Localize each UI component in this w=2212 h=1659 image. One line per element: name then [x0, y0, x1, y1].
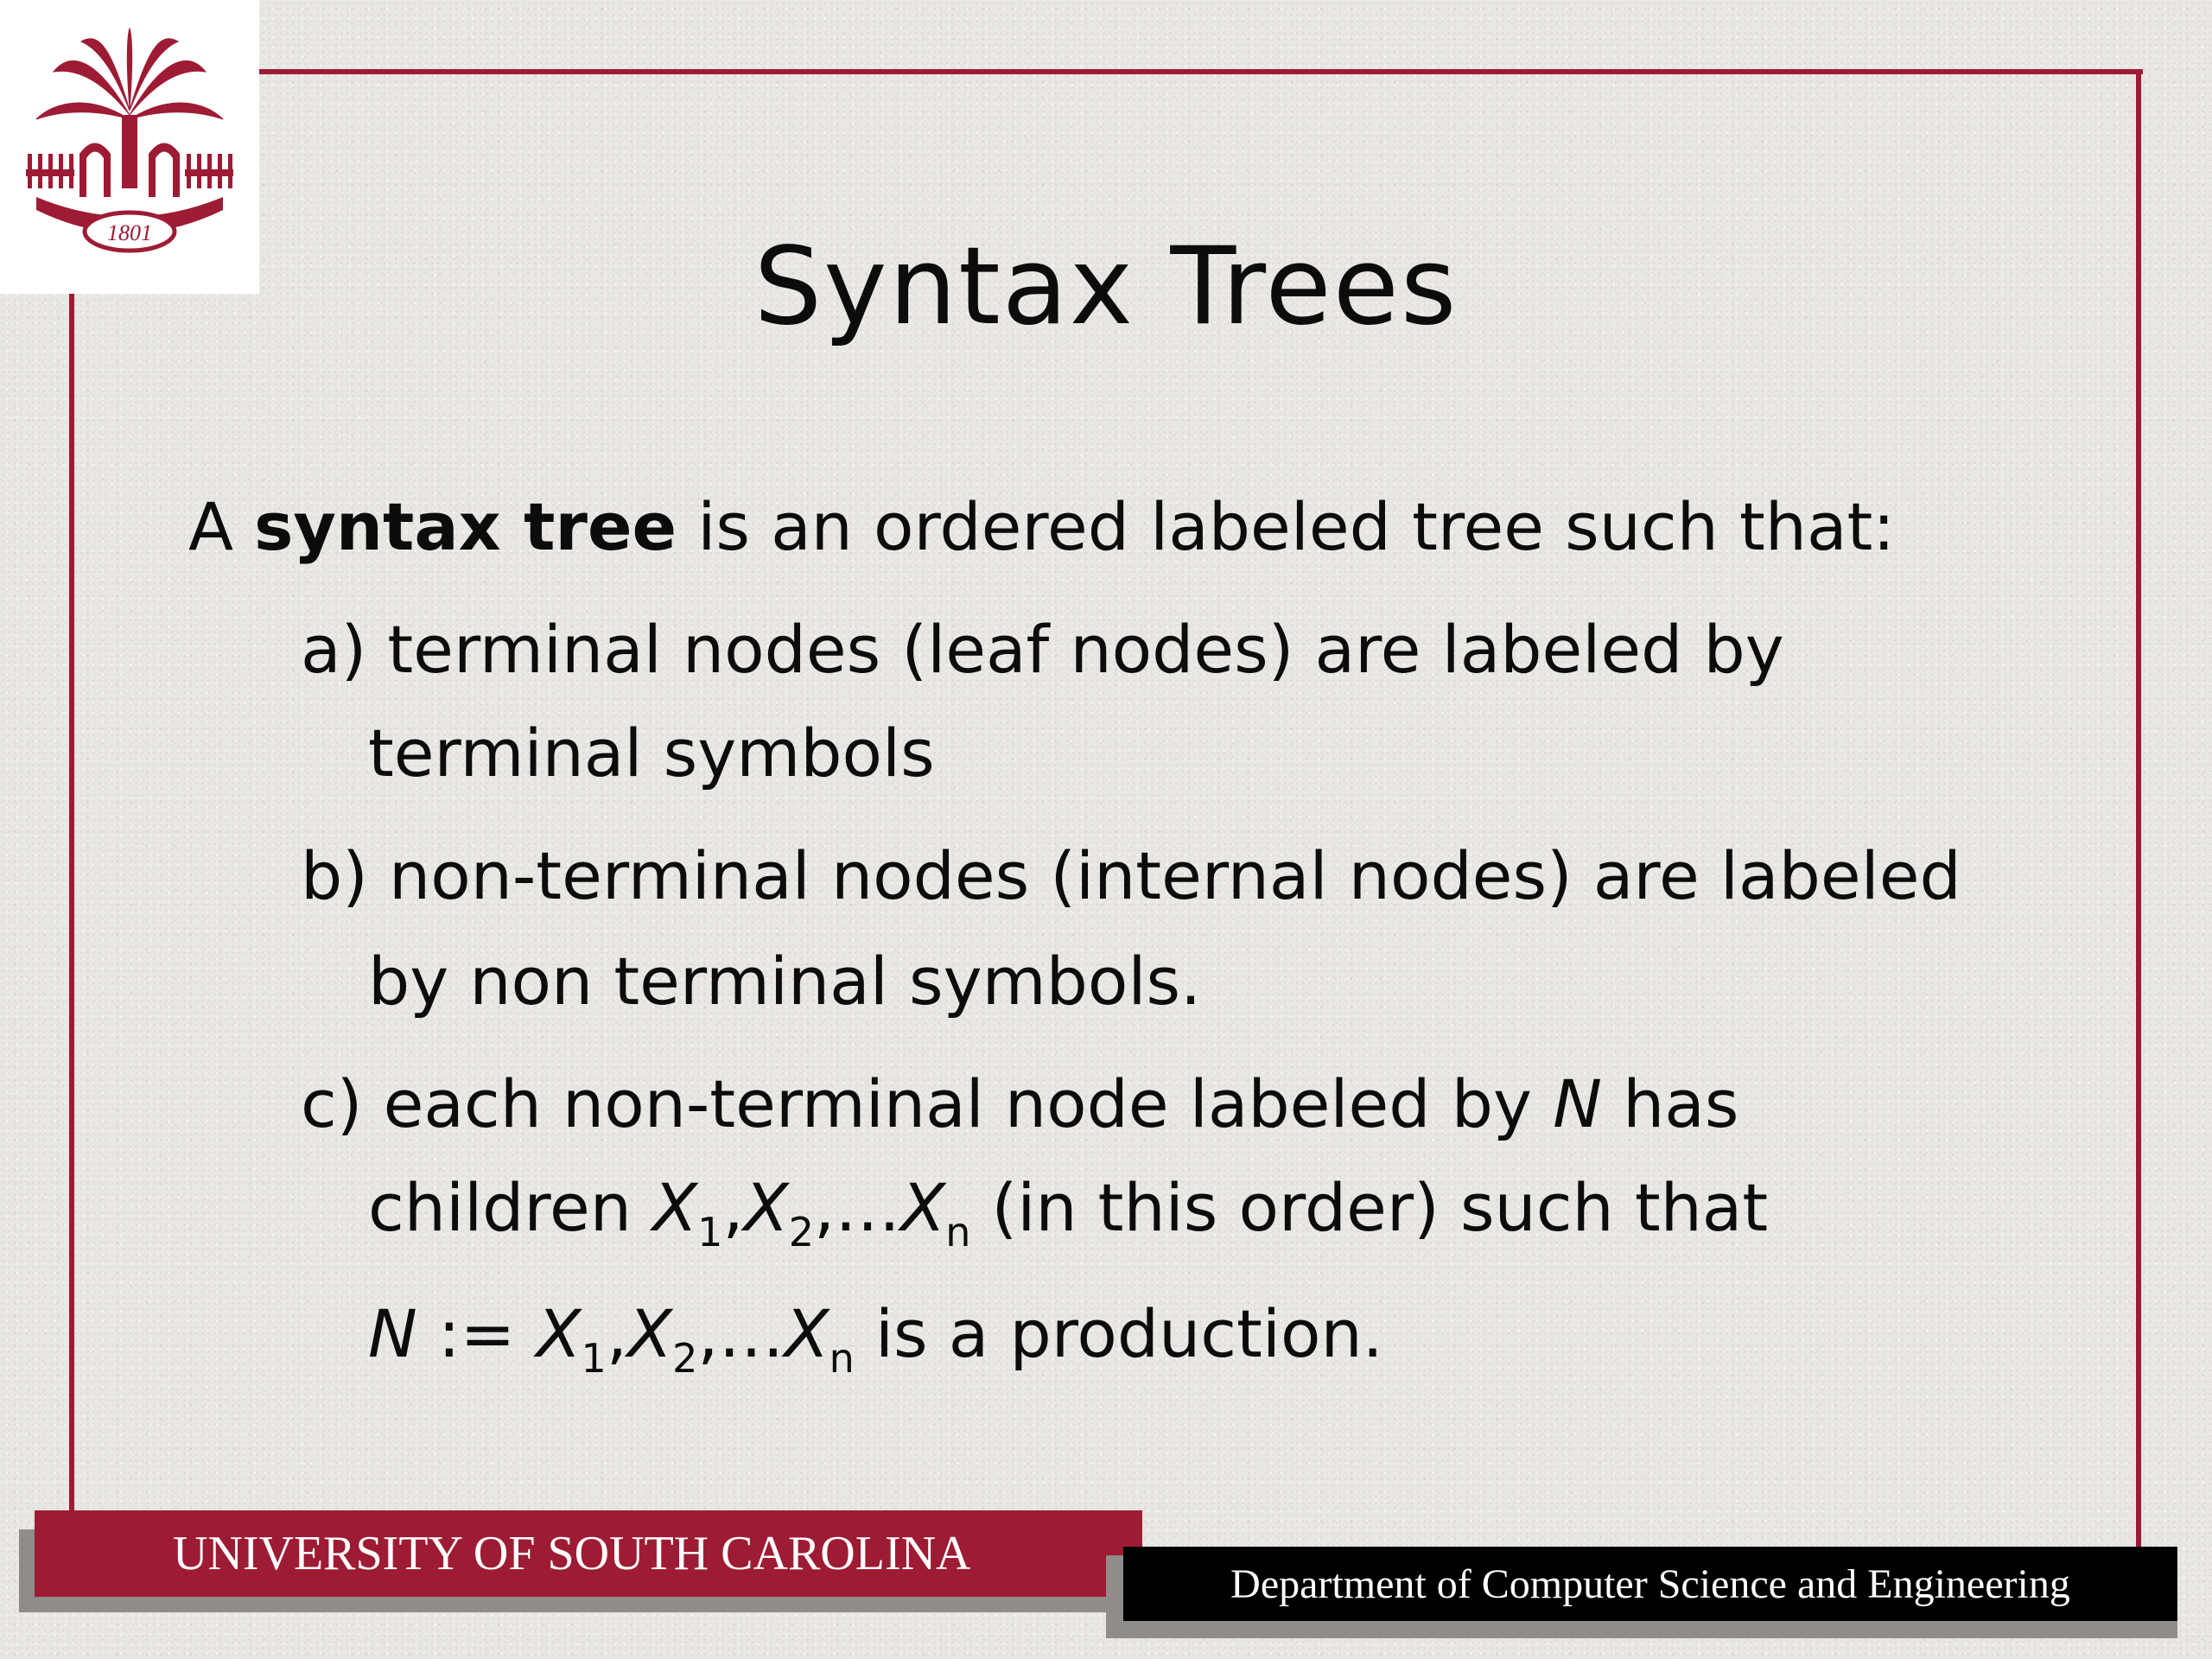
- children-suffix: (in this order) such that: [970, 1169, 1769, 1246]
- university-banner: [35, 1510, 1142, 1597]
- production-suffix: is a production.: [854, 1295, 1383, 1372]
- math-X: X: [743, 1169, 789, 1246]
- math-X: X: [900, 1169, 946, 1246]
- subscript-1: 1: [581, 1335, 607, 1382]
- department-name: Department of Computer Science and Engineering: [1230, 1560, 2070, 1607]
- production-assign: :=: [416, 1295, 537, 1372]
- slide-frame-left: [69, 285, 74, 1529]
- children-prefix: children: [368, 1169, 653, 1246]
- math-ellipsis: ,…: [813, 1169, 901, 1246]
- math-N: N: [1553, 1065, 1602, 1142]
- math-X: X: [652, 1169, 698, 1246]
- math-X: X: [536, 1295, 582, 1372]
- list-item-c-continuation: [368, 1169, 1769, 1255]
- subscript-2: 2: [788, 1209, 814, 1255]
- intro-term: syntax tree: [254, 488, 677, 565]
- math-X: X: [627, 1295, 673, 1372]
- subscript-2: 2: [672, 1335, 698, 1382]
- list-item-a: a) terminal nodes (leaf nodes) are labeled by: [301, 611, 1784, 688]
- item-c-prefix: c) each non-terminal node labeled by: [301, 1065, 1554, 1142]
- subscript-n: n: [829, 1335, 855, 1382]
- production-line: [368, 1295, 1383, 1382]
- math-comma: ,: [606, 1295, 627, 1372]
- math-comma: ,: [722, 1169, 744, 1246]
- definition-intro: [188, 488, 1895, 565]
- list-item-b-continuation: by non terminal symbols.: [368, 943, 1202, 1020]
- subscript-n: n: [945, 1209, 971, 1255]
- math-X: X: [784, 1295, 830, 1372]
- math-ellipsis: ,…: [697, 1295, 785, 1372]
- subscript-1: 1: [697, 1209, 723, 1255]
- intro-prefix: A: [188, 488, 255, 565]
- item-c-suffix: has: [1601, 1065, 1739, 1142]
- svg-text:1801: 1801: [107, 220, 152, 245]
- slide-title: Syntax Trees: [753, 225, 1459, 349]
- list-item-a-continuation: terminal symbols: [368, 715, 935, 791]
- intro-suffix: is an ordered labeled tree such that:: [677, 488, 1895, 565]
- department-banner: [1123, 1547, 2177, 1621]
- math-N: N: [368, 1295, 417, 1372]
- slide-frame-top: [259, 69, 2143, 74]
- university-name: UNIVERSITY OF SOUTH CAROLINA: [173, 1527, 971, 1580]
- list-item-b: b) non-terminal nodes (internal nodes) are labeled: [301, 837, 1961, 914]
- list-item-c: [301, 1065, 1739, 1142]
